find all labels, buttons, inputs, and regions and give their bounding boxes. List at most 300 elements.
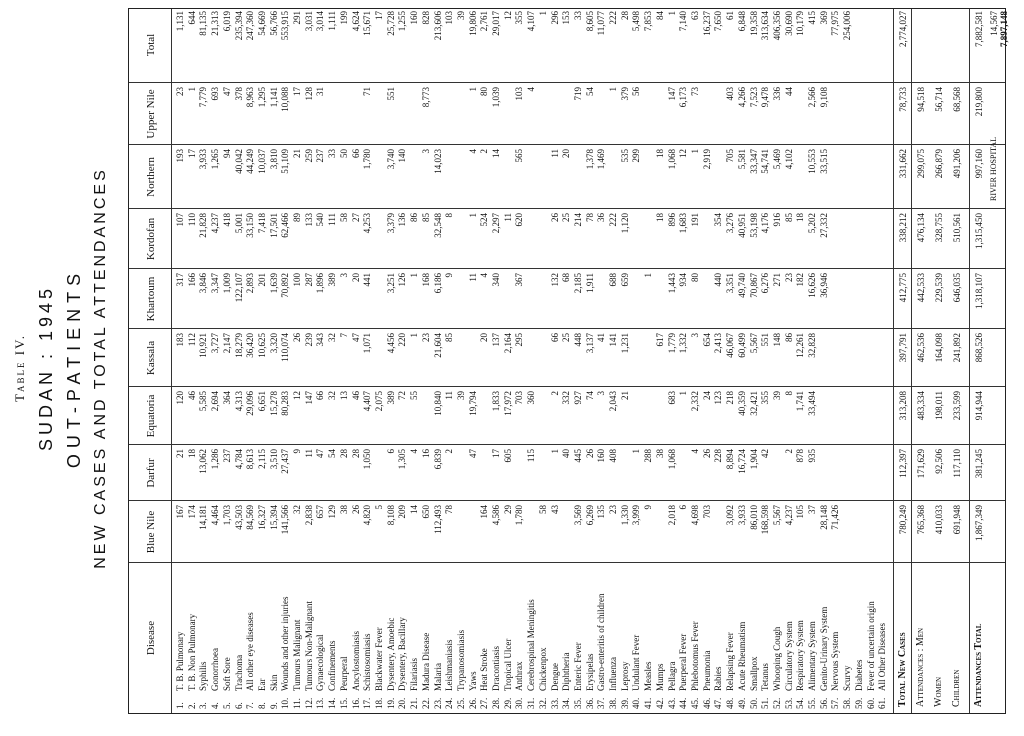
table-cell: 2,413: [713, 333, 724, 354]
table-cell: 23: [175, 87, 185, 96]
table-cell: 1: [409, 273, 420, 278]
column-header: Blue Nile: [145, 510, 157, 554]
table-cell: 23: [783, 273, 794, 282]
table-cell: 27: [350, 213, 361, 222]
table-cell: 49,740: [736, 273, 747, 298]
table-cell: 46,067: [725, 333, 736, 358]
table-cell: 136: [397, 213, 408, 227]
table-cell: 81,135: [198, 11, 209, 36]
disease-name: T. B. Pulmonary: [175, 631, 185, 691]
table-cell: 1,009: [221, 273, 232, 294]
row-number: 35.: [572, 697, 583, 709]
table-cell: 360: [526, 391, 537, 405]
row-number: 59.: [853, 697, 864, 709]
attendance-divider: [969, 9, 970, 713]
table-cell: 1,141: [268, 87, 279, 108]
table-cell: 620: [514, 213, 525, 227]
table-cell: 3: [338, 273, 349, 278]
table-cell: 53,198: [748, 213, 759, 238]
table-cell: 2,147: [221, 333, 232, 354]
table-cell: 299: [631, 149, 642, 163]
row-number: 13.: [315, 697, 326, 709]
footer-label: Total New Cases: [897, 632, 908, 707]
table-cell: 4,253: [362, 213, 373, 234]
table-cell: 54,741: [760, 149, 771, 174]
disease-name: All other eye diseases: [245, 612, 256, 691]
disease-name: Malaria: [432, 663, 443, 691]
row-number: 40.: [631, 697, 642, 709]
table-cell: 42: [760, 449, 771, 458]
table-cell: 112: [186, 333, 197, 347]
table-cell: 9,108: [818, 87, 829, 108]
table-cell: 2,332: [690, 391, 701, 412]
table-cell: 1,896: [315, 273, 326, 294]
table-cell: 3,933: [736, 505, 747, 526]
table-cell: 1: [690, 149, 701, 154]
table-cell: 21: [175, 449, 185, 458]
table-cell: 340: [491, 273, 502, 287]
table-cell: 2,043: [608, 391, 619, 412]
disease-name: Diabetes: [853, 659, 864, 691]
table-cell: 122,107: [233, 273, 244, 303]
disease-name: Dysentery, Amoebic: [385, 617, 396, 691]
table-cell: 12: [502, 11, 513, 20]
table-cell: 540: [315, 213, 326, 227]
row-number: 10.: [280, 697, 291, 709]
row-number: 45.: [690, 697, 701, 709]
table-cell: 128: [303, 87, 314, 101]
table-cell: 2,893: [245, 273, 256, 294]
table-cell: 7,523: [748, 87, 759, 108]
table-cell: 1: [409, 333, 420, 338]
table-cell: 115: [526, 449, 537, 463]
table-cell: 878: [795, 449, 806, 463]
table-cell: 148: [771, 333, 782, 347]
column-header: Disease: [145, 620, 157, 656]
table-cell: 3,727: [210, 333, 221, 354]
table-cell: 9: [444, 273, 455, 278]
column-header: Northern: [145, 157, 157, 197]
row-number: 31.: [526, 697, 537, 709]
footer-label: Attendances : Men: [915, 627, 926, 707]
table-cell: 650: [420, 505, 431, 519]
table-cell: 4,698: [690, 505, 701, 526]
table-cell: 605: [502, 449, 513, 463]
disease-name: Pneumonia: [701, 650, 712, 691]
disease-name: Relapsing Fever: [725, 632, 736, 691]
footer-cell: 198,011: [934, 391, 944, 420]
table-cell: 1,779: [666, 333, 677, 354]
table-cell: 43,503: [233, 505, 244, 530]
disease-name: Nervous System: [830, 631, 841, 691]
row-number: 17.: [362, 697, 373, 709]
table-cell: 30,690: [783, 11, 794, 36]
table-cell: 19,794: [467, 391, 478, 416]
table-cell: 703: [701, 505, 712, 519]
table-cell: 237: [315, 149, 326, 163]
table-cell: 28: [619, 11, 630, 20]
table-cell: 4,237: [210, 213, 221, 234]
table-cell: 16,626: [807, 273, 818, 298]
table-cell: 3,347: [210, 273, 221, 294]
row-number: 11.: [292, 698, 303, 709]
footer-cell: 410,033: [934, 505, 944, 535]
table-cell: 378: [233, 87, 244, 101]
table-cell: 66: [350, 149, 361, 158]
disease-name: Dengue: [549, 663, 560, 691]
table-cell: 3,810: [268, 149, 279, 170]
table-cell: 85: [783, 213, 794, 222]
row-number: 23.: [432, 697, 443, 709]
table-cell: 160: [409, 11, 420, 25]
row-number: 37.: [596, 697, 607, 709]
footer-cell: 397,791: [898, 333, 908, 363]
column-header: Khartoum: [145, 276, 157, 322]
footer-cell: 780,249: [898, 505, 908, 535]
table-cell: 32,828: [807, 333, 818, 358]
table-cell: 222: [608, 213, 619, 227]
table-cell: 47: [221, 87, 232, 96]
table-cell: 33,515: [818, 149, 829, 174]
table-cell: 11: [467, 273, 478, 282]
disease-name: Pellagra: [666, 661, 677, 691]
table-cell: 94: [221, 149, 232, 158]
table-cell: 379: [619, 87, 630, 101]
disease-name: Diphtheria: [561, 652, 572, 691]
table-cell: 166: [186, 273, 197, 287]
table-cell: 8: [444, 213, 455, 218]
table-cell: 448: [572, 333, 583, 347]
row-number: 9.: [268, 702, 279, 709]
row-number: 19.: [385, 697, 396, 709]
footer-label: Attendances Total: [973, 623, 984, 707]
table-cell: 2: [783, 449, 794, 454]
table-cell: 3,251: [385, 273, 396, 294]
river-hospital-label: RIVER HOSPITAL: [989, 136, 998, 201]
row-number: 60.: [865, 697, 876, 709]
disease-name: Skin: [268, 674, 279, 691]
disease-name: Cerebrospinal Meningitis: [526, 599, 537, 691]
row-number: 55.: [807, 697, 818, 709]
table-cell: 228: [713, 449, 724, 463]
column-header: Total: [145, 33, 157, 57]
row-number: 29.: [502, 697, 513, 709]
table-cell: 551: [760, 333, 771, 347]
footer-cell: 338,212: [898, 213, 908, 243]
row-number: 54.: [795, 697, 806, 709]
table-cell: 80: [690, 273, 701, 282]
disease-name: Tumours Non-Malignant: [303, 601, 314, 691]
disease-name: Phlebotomus Fever: [690, 621, 701, 691]
table-cell: 28,148: [818, 505, 829, 530]
row-number: 12.: [303, 697, 314, 709]
disease-name: Measles: [643, 661, 654, 691]
table-cell: 3,014: [315, 11, 326, 32]
row-number: 5.: [221, 702, 232, 709]
table-cell: 239: [303, 333, 314, 347]
table-cell: 6,839: [432, 449, 443, 470]
footer-divider: [893, 9, 894, 713]
footer-cell: 646,035: [952, 273, 962, 303]
table-cell: 2,694: [210, 391, 221, 412]
table-cell: 1,703: [221, 505, 232, 526]
table-cell: 25,728: [385, 11, 396, 36]
table-cell: 107: [175, 213, 185, 227]
table-cell: 51,109: [280, 149, 291, 174]
disease-name: Wounds and other injuries: [280, 596, 291, 691]
table-cell: 6,651: [256, 391, 267, 412]
table-cell: 654: [701, 333, 712, 347]
table-cell: 271: [771, 273, 782, 287]
table-cell: 1,780: [362, 149, 373, 170]
table-cell: 120: [175, 391, 185, 405]
table-cell: 70,867: [748, 273, 759, 298]
table-cell: 1: [537, 11, 548, 16]
table-cell: 58: [537, 505, 548, 514]
table-cell: 8,773: [420, 87, 431, 108]
table-cell: 3,031: [303, 11, 314, 32]
disease-name: Gynaecological: [315, 634, 326, 691]
footer-cell: 7,882,581: [974, 11, 984, 47]
table-cell: 287: [303, 273, 314, 287]
table-cell: 4: [479, 273, 490, 278]
table-cell: 63: [690, 11, 701, 20]
row-number: 51.: [760, 697, 771, 709]
table-cell: 14: [491, 149, 502, 158]
table-cell: 317: [175, 273, 185, 287]
table-cell: 705: [725, 149, 736, 163]
table-cell: 39: [455, 391, 466, 400]
table-cell: 440: [713, 273, 724, 287]
table-cell: 4,624: [350, 11, 361, 32]
table-cell: 896: [666, 213, 677, 227]
table-cell: 56: [631, 87, 642, 96]
table-cell: 36,946: [818, 273, 829, 298]
table-cell: 4,407: [362, 391, 373, 412]
table-cell: 38: [654, 449, 665, 458]
table-cell: 2,075: [373, 391, 384, 412]
table-cell: 332: [561, 391, 572, 405]
table-cell: 33,347: [748, 149, 759, 174]
table-cell: 153: [561, 11, 572, 25]
table-cell: 164: [479, 505, 490, 519]
table-cell: 27,332: [818, 213, 829, 238]
row-number: 14.: [327, 697, 338, 709]
table-cell: 17,501: [268, 213, 279, 238]
table-cell: 47: [467, 449, 478, 458]
column-header: Darfur: [145, 458, 157, 488]
table-cell: 84: [654, 11, 665, 20]
disease-name: Respiratory System: [795, 620, 806, 691]
row-number: 7.: [245, 702, 256, 709]
table-cell: 182: [795, 273, 806, 287]
disease-name: Enteric Fever: [572, 642, 583, 691]
table-cell: 193: [175, 149, 185, 163]
table-cell: 133: [303, 213, 314, 227]
page-subtitle: OUT-PATIENTS: [64, 267, 84, 469]
table-cell: 2,838: [303, 505, 314, 526]
table-cell: 218: [725, 391, 736, 405]
table-cell: 14: [409, 505, 420, 514]
table-cell: 1,305: [397, 449, 408, 470]
table-cell: 1,332: [678, 333, 689, 354]
table-cell: 703: [514, 391, 525, 405]
table-cell: 1: [631, 449, 642, 454]
disease-name: Scurvy: [842, 665, 853, 691]
table-cell: 31: [315, 87, 326, 96]
table-cell: 44: [783, 87, 794, 96]
table-cell: 141,566: [280, 505, 291, 535]
table-cell: 2,761: [479, 11, 490, 32]
table-cell: 355: [760, 391, 771, 405]
table-cell: 32,548: [432, 213, 443, 238]
table-cell: 8: [783, 391, 794, 396]
row-number: 41.: [643, 697, 654, 709]
table-cell: 5,581: [736, 149, 747, 170]
table-cell: 44,249: [245, 149, 256, 174]
table-cell: 3,351: [725, 273, 736, 294]
table-cell: 1: [467, 213, 478, 218]
table-cell: 18,279: [233, 333, 244, 358]
table-cell: 6,276: [760, 273, 771, 294]
table-cell: 5,498: [631, 11, 642, 32]
footer-label: Women: [933, 676, 944, 707]
table-cell: 3: [690, 333, 701, 338]
row-number: 44.: [678, 697, 689, 709]
table-cell: 15,394: [268, 505, 279, 530]
table-cell: 12: [292, 391, 303, 400]
river-hospital-value: 14,567: [989, 11, 999, 36]
table-cell: 1,904: [748, 449, 759, 470]
table-cell: 8,963: [245, 87, 256, 108]
table-cell: 524: [479, 213, 490, 227]
column-header: Upper Nile: [145, 89, 157, 139]
table-cell: 2,566: [807, 87, 818, 108]
footer-cell: 868,526: [974, 333, 984, 363]
table-cell: 3,379: [385, 213, 396, 234]
table-cell: 296: [549, 11, 560, 25]
table-cell: 644: [186, 11, 197, 25]
row-number: 2.: [186, 702, 197, 709]
table-cell: 20: [350, 273, 361, 282]
disease-name: Schistosomiasis: [362, 633, 373, 691]
disease-name: Gonorrhoea: [210, 648, 221, 691]
table-cell: 26: [350, 505, 361, 514]
row-number: 25.: [455, 697, 466, 709]
table-cell: 37: [807, 505, 818, 514]
table-cell: 1,071: [362, 333, 373, 354]
table-cell: 15,278: [268, 391, 279, 416]
row-number: 36.: [584, 697, 595, 709]
row-number: 4.: [210, 702, 221, 709]
footer-cell: 68,568: [952, 87, 962, 112]
table-cell: 295: [514, 333, 525, 347]
disease-name: Chickenpox: [537, 647, 548, 691]
table-cell: 7: [338, 333, 349, 338]
table-cell: 5,469: [771, 149, 782, 170]
table-cell: 220: [397, 333, 408, 347]
table-cell: 17,972: [502, 391, 513, 416]
table-cell: 1,120: [619, 213, 630, 234]
table-cell: 9: [292, 449, 303, 454]
table-cell: 61: [725, 11, 736, 20]
table-cell: 13,062: [198, 449, 209, 474]
table-cell: 50: [338, 149, 349, 158]
footer-cell: 2,774,027: [898, 11, 908, 47]
table-cell: 5,567: [771, 505, 782, 526]
table-cell: 54: [327, 449, 338, 458]
header-divider: [171, 9, 172, 713]
table-cell: 89: [292, 213, 303, 222]
footer-cell: 765,368: [916, 505, 926, 535]
footer-cell: 233,599: [952, 391, 962, 421]
table-cell: 160: [596, 449, 607, 463]
row-number: 8.: [256, 702, 267, 709]
row-number: 33.: [549, 697, 560, 709]
table-cell: 39: [455, 11, 466, 20]
table-cell: 1: [467, 87, 478, 92]
table-cell: 1: [186, 87, 197, 92]
row-number: 6.: [233, 702, 244, 709]
table-label: Table IV.: [12, 334, 27, 402]
table-cell: 46: [186, 391, 197, 400]
table-cell: 935: [807, 449, 818, 463]
footer-cell: 94,518: [916, 87, 926, 112]
footer-cell: 313,208: [898, 391, 908, 421]
table-cell: 6: [385, 449, 396, 454]
row-number: 22.: [420, 697, 431, 709]
row-number: 20.: [397, 697, 408, 709]
disease-name: Influenza: [608, 657, 619, 691]
table-cell: 445: [572, 449, 583, 463]
footer-cell: 266,879: [934, 149, 944, 179]
row-number: 56.: [818, 697, 829, 709]
footer-cell: 92,506: [934, 449, 944, 474]
table-cell: 38: [338, 505, 349, 514]
table-cell: 1: [608, 87, 619, 92]
table-cell: 66: [549, 333, 560, 342]
table-cell: 313,634: [760, 11, 771, 41]
page-title: SUDAN : 1945: [36, 284, 56, 452]
table-cell: 3,569: [572, 505, 583, 526]
table-cell: 19,358: [748, 11, 759, 36]
table-cell: 7,650: [713, 11, 724, 32]
table-cell: 1,780: [514, 505, 525, 526]
table-cell: 4,176: [760, 213, 771, 234]
table-cell: 32,421: [748, 391, 759, 416]
table-cell: 406,356: [771, 11, 782, 41]
table-cell: 72: [397, 391, 408, 400]
disease-name: Alimentary System: [807, 621, 818, 691]
row-number: 58.: [842, 697, 853, 709]
table-cell: 183: [175, 333, 185, 347]
table-cell: 5: [373, 505, 384, 510]
table-cell: 18: [654, 213, 665, 222]
table-cell: 389: [385, 391, 396, 405]
footer-cell: 219,800: [974, 87, 984, 117]
table-cell: 16,724: [736, 449, 747, 474]
table-cell: 141: [608, 333, 619, 347]
disease-name: Dysentery, Bacillary: [397, 617, 408, 691]
row-number: 24.: [444, 697, 455, 709]
table-cell: 259: [303, 149, 314, 163]
table-cell: 24: [701, 391, 712, 400]
table-cell: 1,378: [584, 149, 595, 170]
table-cell: 10,179: [795, 11, 806, 36]
row-number: 21.: [409, 697, 420, 709]
table-cell: 1,255: [397, 11, 408, 32]
row-number: 32.: [537, 697, 548, 709]
